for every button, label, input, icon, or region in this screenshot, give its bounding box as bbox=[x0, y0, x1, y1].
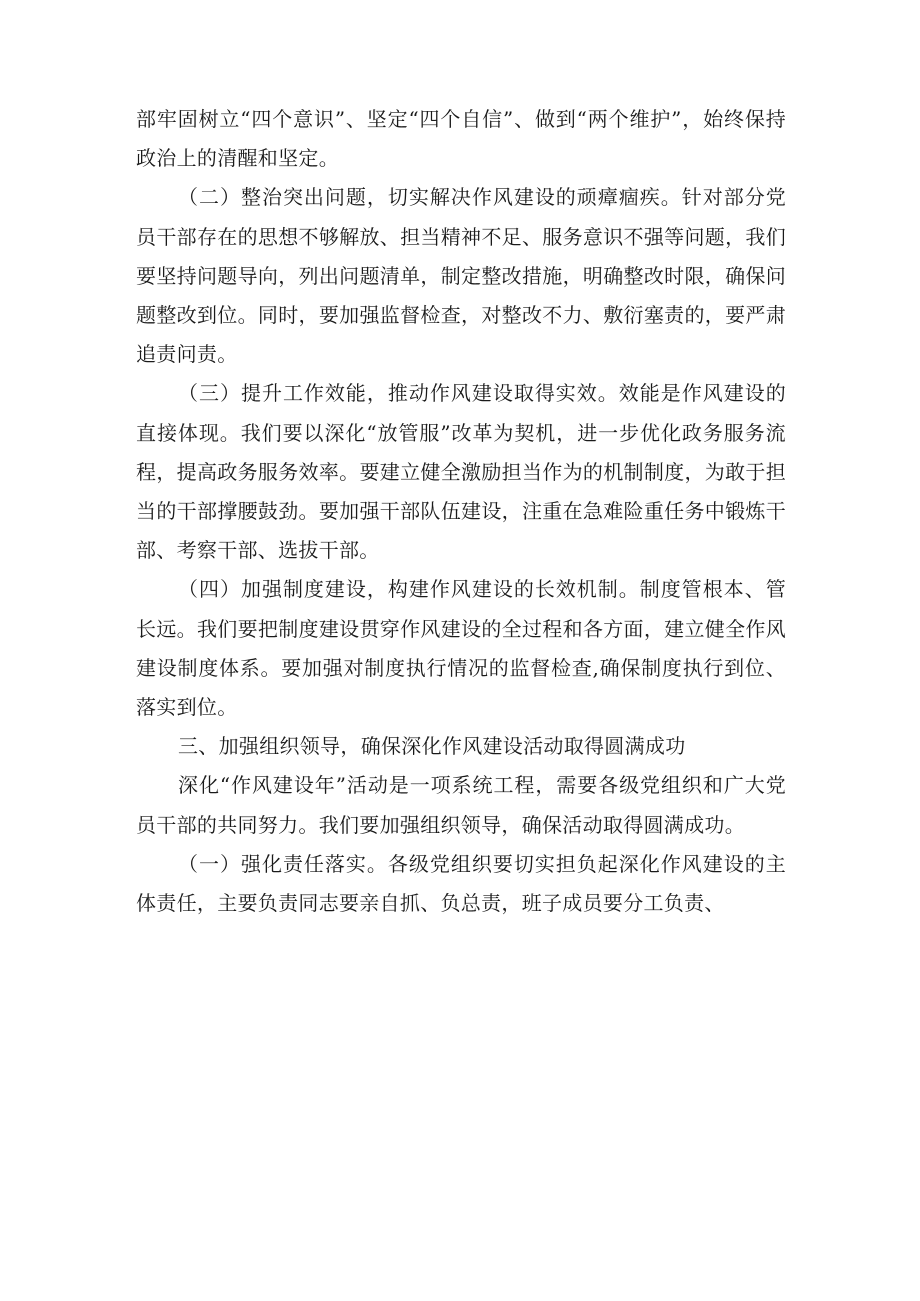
paragraph-1: 部牢固树立“四个意识”、坚定“四个自信”、做到“两个维护”，始终保持政治上的清醒和坚定。 bbox=[136, 107, 786, 171]
paragraph-2-section-two: （二）整治突出问题，切实解决作风建设的顽瘴痼疾。针对部分党员干部存在的思想不够解放、担当精神不足、服务意识不强等问题，我们要坚持问题导向，列出问题清单，制定整改措施，明确整改时限，确保问题整改到位。同时，要加强监督检查，对整改不力、敷衍塞责的，要严肃追责问责。 bbox=[136, 185, 786, 367]
section-heading-three: 三、加强组织领导，确保深化作风建设活动取得圆满成功 bbox=[178, 734, 686, 759]
paragraph-6: 深化“作风建设年”活动是一项系统工程，需要各级党组织和广大党员干部的共同努力。我们要加强组织领导，确保活动取得圆满成功。 bbox=[136, 773, 786, 837]
paragraph-3-section-three: （三）提升工作效能，推动作风建设取得实效。效能是作风建设的直接体现。我们要以深化“放管服”改革为契机，进一步优化政务服务流程，提高政务服务效率。要建立健全激励担当作为的机制制度，为敢于担当的干部撑腰鼓劲。要加强干部队伍建设，注重在急难险重任务中锻炼干部、考察干部、选拔干部。 bbox=[136, 381, 786, 563]
paragraph-4-section-four: （四）加强制度建设，构建作风建设的长效机制。制度管根本、管长远。我们要把制度建设贯穿作风建设的全过程和各方面，建立健全作风建设制度体系。要加强对制度执行情况的监督检查,确保制度执行到位、落实到位。 bbox=[136, 577, 786, 720]
paragraph-7-section-one: （一）强化责任落实。各级党组织要切实担负起深化作风建设的主体责任，主要负责同志要亲自抓、负总责，班子成员要分工负责、 bbox=[136, 851, 786, 916]
